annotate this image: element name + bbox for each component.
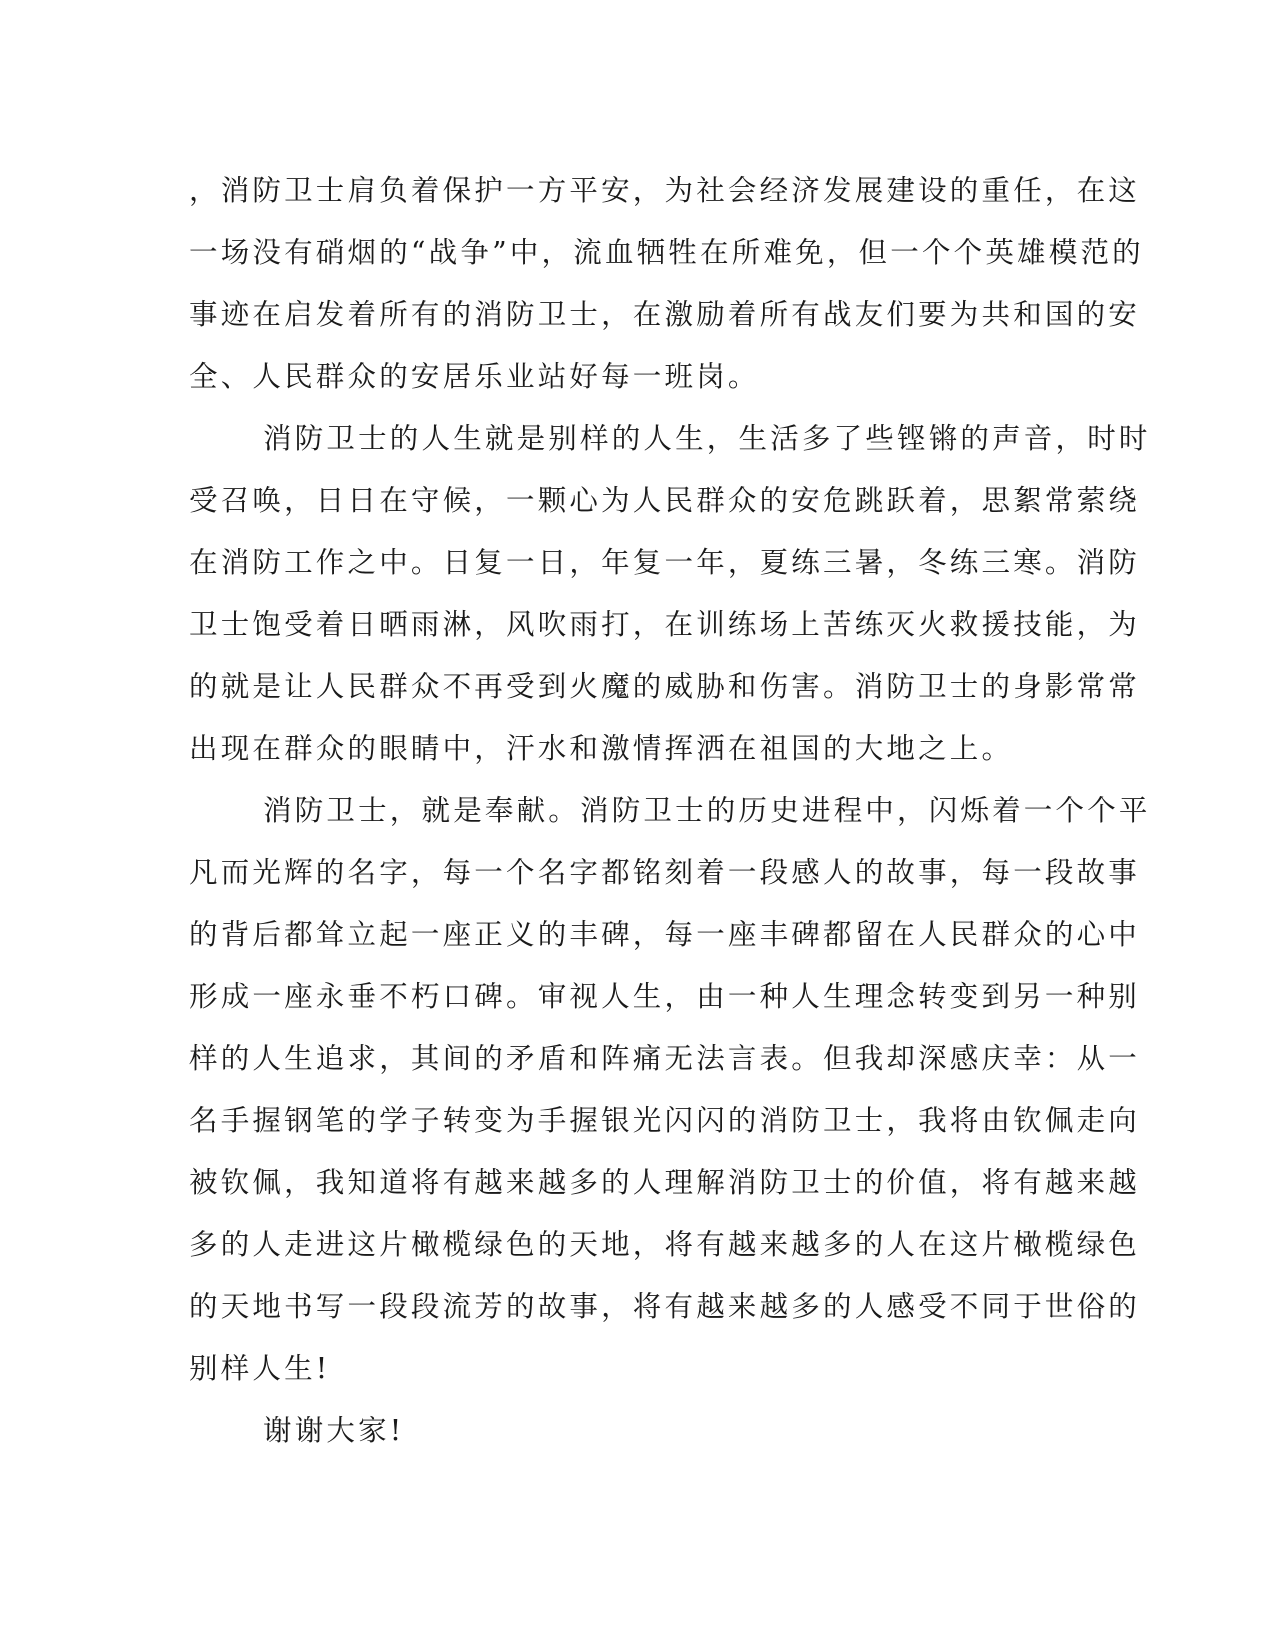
text-line: 一场没有硝烟的“战争”中，流血牺牲在所难免，但一个个英雄模范的 [189,236,1144,269]
text-line: 出现在群众的眼睛中，汗水和激情挥洒在祖国的大地之上。 [189,732,1014,765]
text-line: 多的人走进这片橄榄绿色的天地，将有越来越多的人在这片橄榄绿色 [189,1228,1141,1261]
paragraph-2 [189,408,1151,780]
text-line: 在消防工作之中。日复一日，年复一年，夏练三暑，冬练三寒。消防 [189,546,1141,579]
text-line: 形成一座永垂不朽口碑。审视人生，由一种人生理念转变到另一种别 [189,980,1141,1013]
text-line: ，消防卫士肩负着保护一方平安，为社会经济发展建设的重任，在这 [189,174,1141,207]
text-line: 被钦佩，我知道将有越来越多的人理解消防卫士的价值，将有越来越 [189,1166,1141,1199]
text-line: 消防卫士，就是奉献。消防卫士的历史进程中，闪烁着一个个平 [263,794,1151,827]
text-line: 名手握钢笔的学子转变为手握银光闪闪的消防卫士，我将由钦佩走向 [189,1104,1141,1137]
text-line: 受召唤，日日在守候，一颗心为人民群众的安危跳跃着，思絮常萦绕 [189,484,1141,517]
text-line: 消防卫士的人生就是别样的人生，生活多了些铿锵的声音，时时 [263,422,1151,455]
text-line: 样的人生追求，其间的矛盾和阵痛无法言表。但我却深感庆幸：从一 [189,1042,1141,1075]
paragraph-3 [189,780,1151,1400]
text-line: 卫士饱受着日晒雨淋，风吹雨打，在训练场上苦练灭火救援技能，为 [189,608,1141,641]
document-body [189,160,1151,1462]
text-line: 别样人生! [189,1352,331,1385]
closing-line: 谢谢大家! [263,1414,405,1447]
text-line: 的天地书写一段段流芳的故事，将有越来越多的人感受不同于世俗的 [189,1290,1141,1323]
paragraph-1 [189,160,1144,408]
closing-paragraph [189,1400,1089,1462]
text-line: 的就是让人民群众不再受到火魔的威胁和伤害。消防卫士的身影常常 [189,670,1141,703]
text-line: 的背后都耸立起一座正义的丰碑，每一座丰碑都留在人民群众的心中 [189,918,1141,951]
text-line: 事迹在启发着所有的消防卫士，在激励着所有战友们要为共和国的安 [189,298,1141,331]
text-line: 凡而光辉的名字，每一个名字都铭刻着一段感人的故事，每一段故事 [189,856,1141,889]
text-line: 全、人民群众的安居乐业站好每一班岗。 [189,360,760,393]
